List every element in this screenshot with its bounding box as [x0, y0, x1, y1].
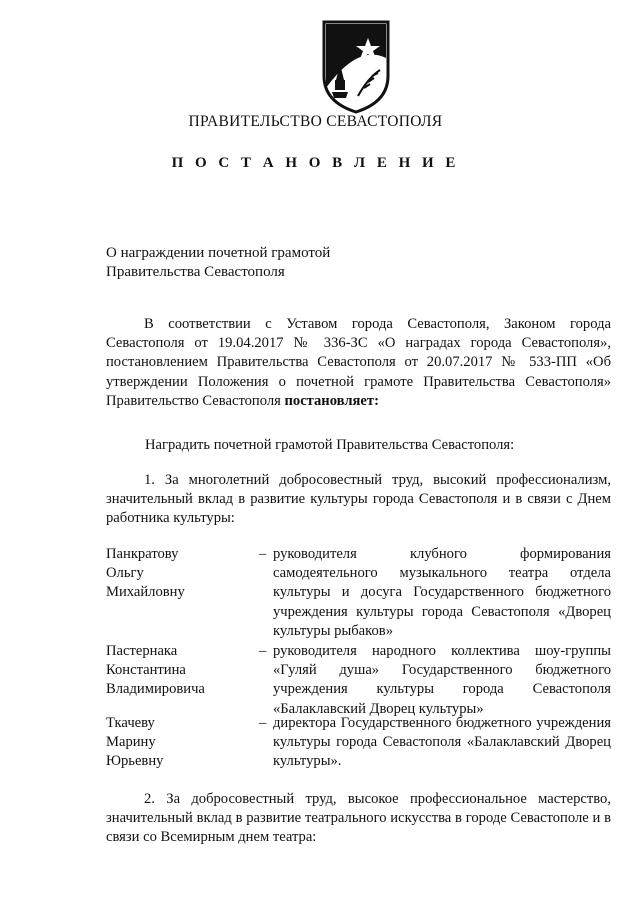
awardee-surname: Ткачеву	[106, 715, 155, 731]
section-1-paragraph: 1. За многолетний добросовестный труд, высокий профессионализм, значительный вклад в развитие культуры города Севастополя и в связи с Днем работника культуры:	[106, 472, 611, 527]
awardee-position: руководителя народного коллектива шоу-группы «Гуляй душа» Государственного бюджетного учреждения культуры города Севастополя «Балаклавский Дворец культуры»	[273, 643, 611, 717]
organization-name: ПРАВИТЕЛЬСТВО СЕВАСТОПОЛЯ	[188, 113, 443, 130]
document-type-title: П О С Т А Н О В Л Е Н И Е	[171, 155, 460, 171]
entry-dash: –	[259, 715, 267, 731]
section-2-paragraph: 2. За добросовестный труд, высокое профессиональное мастерство, значительный вклад в развитие театрального искусства в городе Севастополе и в связи со Всемирным днем театра:	[106, 791, 611, 846]
awardee-first-name: Марину	[106, 734, 156, 751]
preamble-text: В соответствии с Уставом города Севастополя, Законом города Севастополя от 19.04.2017 № 336-ЗС «О наградах города Севастополя», постановлением Правительства Севастополя от 20.07.2017 № 533-ПП «Об утверждении Положения о почетной грамоте Правительства Севастополя» Правительство Севастополя	[106, 316, 611, 409]
entry-dash: –	[259, 546, 267, 562]
entry-dash: –	[259, 643, 267, 659]
awardee-patronymic: Юрьевну	[106, 753, 164, 770]
subject-line-1: О награждении почетной грамотой	[106, 245, 331, 261]
awardee-name	[106, 714, 246, 772]
awardee-patronymic: Владимировича	[106, 681, 205, 698]
awardee-first-name: Ольгу	[106, 565, 144, 582]
awardee-patronymic: Михайловну	[106, 584, 185, 601]
subject-line-2: Правительства Севастополя	[106, 264, 285, 280]
awardee-position: руководителя клубного формирования самодеятельного музыкального театра отдела культуры и досуга Государственного бюджетного учреждения культуры города Севастополя «Дворец культуры рыбаков»	[273, 546, 611, 639]
awardee-name	[106, 545, 246, 603]
awardee-surname: Панкратову	[106, 546, 179, 562]
awardee-name	[106, 642, 246, 700]
decree-word: постановляет:	[284, 392, 379, 409]
document-subject	[106, 244, 330, 282]
preamble-paragraph	[106, 315, 611, 411]
awardee-surname: Пастернака	[106, 643, 178, 659]
sevastopol-coat-of-arms-icon	[318, 18, 394, 114]
award-intro: Наградить почетной грамотой Правительства Севастополя:	[145, 437, 515, 453]
awardee-first-name: Константина	[106, 662, 186, 679]
awardee-position: директора Государственного бюджетного учреждения культуры города Севастополя «Балаклавский Дворец культуры».	[273, 715, 611, 770]
